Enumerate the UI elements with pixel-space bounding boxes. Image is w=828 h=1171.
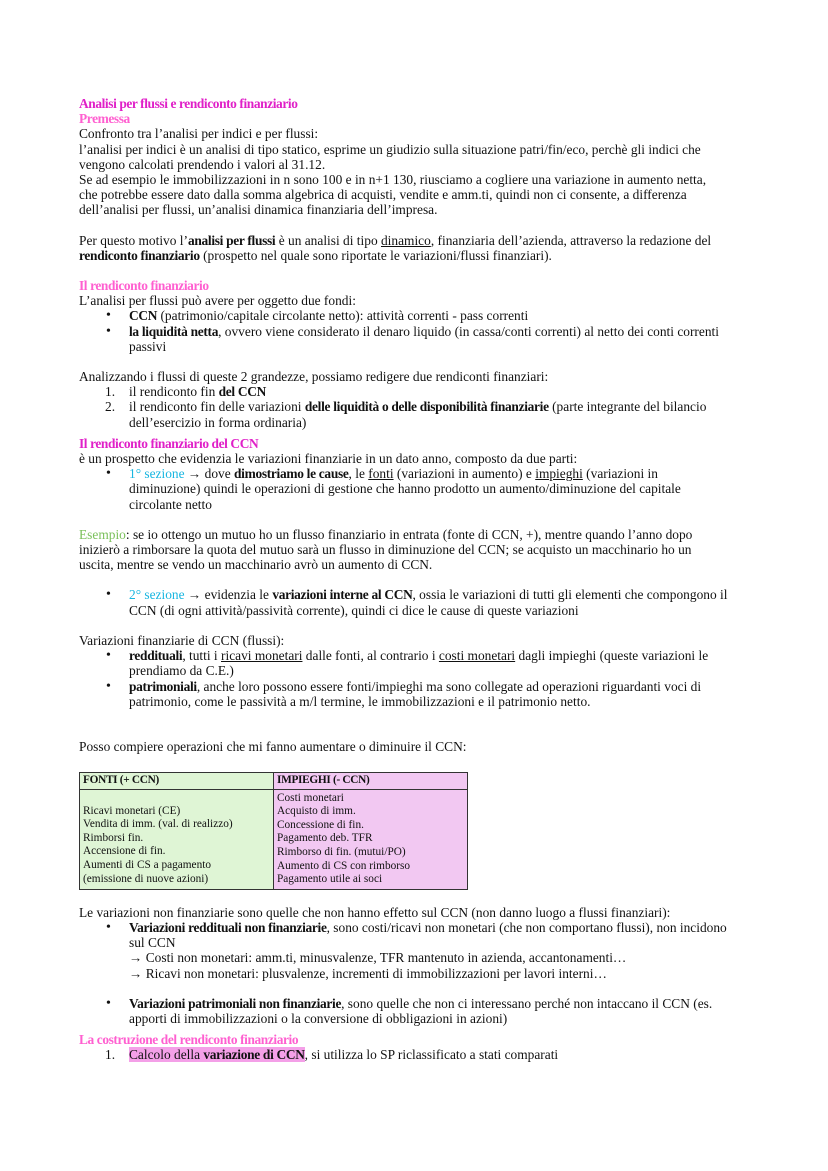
section-heading-premessa: Premessa: [79, 111, 130, 127]
paragraph-line: Le variazioni non finanziarie sono quelle che non hanno effetto sul CCN (non danno luogo a flussi finanziari):: [79, 904, 671, 920]
table-item: Aumenti di CS a pagamento: [83, 859, 212, 872]
section-heading-costruzione: La costruzione del rendiconto finanziario: [79, 1032, 299, 1048]
list-item: • reddituali, tutti i ricavi monetari dalle fonti, al contrario i costi monetari dagli impieghi (queste variazioni le prendiamo da C.E.): [129, 648, 759, 678]
paragraph-motivo: Per questo motivo l’analisi per flussi è un analisi di tipo dinamico, finanziaria dell’azienda, attraverso la redazione del: [79, 232, 712, 248]
bullet-list-non-finanziarie: [79, 920, 759, 981]
section-heading-rendiconto: Il rendiconto finanziario: [79, 278, 209, 294]
list-item: • CCN (patrimonio/capitale circolante netto): attività correnti - pass correnti: [129, 308, 759, 323]
paragraph-line: Posso compiere operazioni che mi fanno aumentare o diminuire il CCN:: [79, 738, 467, 754]
list-item: 1. il rendiconto fin del CCN: [105, 384, 266, 400]
table-item: Vendita di imm. (val. di realizzo): [83, 818, 233, 831]
table-cell-fonti: [80, 789, 274, 889]
table-item: (emissione di nuove azioni): [83, 872, 209, 885]
table-header-fonti: FONTI (+ CCN): [80, 773, 274, 790]
table-item: Acquisto di imm.: [277, 805, 356, 818]
table-cell-impieghi: [274, 789, 468, 889]
document-page: [79, 96, 759, 1063]
table-item: Aumento di CS con rimborso: [277, 859, 411, 872]
table-item: Rimborso di fin. (mutui/PO): [277, 846, 406, 859]
list-item: • la liquidità netta, ovvero viene considerato il denaro liquido (in cassa/conti correnti) al netto dei conti correnti passivi: [129, 324, 759, 354]
table-item: Pagamento deb. TFR: [277, 832, 373, 845]
paragraph-line: Variazioni finanziarie di CCN (flussi):: [79, 632, 285, 648]
paragraph-line: vengono calcolati prendendo i valori al 31.12.: [79, 156, 326, 172]
paragraph-line: L’analisi per flussi può avere per oggetto due fondi:: [79, 293, 356, 309]
paragraph-line: dell’analisi per flussi, un’analisi dinamica finanziaria dell’impresa.: [79, 202, 438, 218]
bullet-list-fondi: [79, 308, 759, 354]
paragraph-esempio: Esempio: se io ottengo un mutuo ho un flusso finanziario in entrata (fonte di CCN, +), mentre quando l’anno dopo: [79, 526, 693, 542]
table-item: Pagamento utile ai soci: [277, 873, 383, 886]
numbered-list-rendiconti: [79, 384, 759, 430]
bullet-list-variazioni: [79, 648, 759, 709]
list-item: 1. Calcolo della variazione di CCN, si utilizza lo SP riclassificato a stati comparati: [105, 1047, 559, 1063]
list-item: 2. il rendiconto fin delle variazioni delle liquidità o delle disponibilità finanziarie (parte integrante del bilancio dell’esercizio in forma ordinaria): [105, 399, 707, 430]
table-item: Accensione di fin.: [83, 845, 166, 858]
paragraph-line: Se ad esempio le immobilizzazioni in n sono 100 e in n+1 130, riusciamo a cogliere una variazione in aumento netta,: [79, 172, 707, 188]
list-item: • 1° sezione → dove dimostriamo le cause, le fonti (variazioni in aumento) e impieghi (variazioni in diminuzione) quindi le operazioni di gestione che hanno prodotto un aumento/diminuzione del capitale circolante netto: [129, 466, 759, 512]
table-item: Costi monetari: [277, 791, 344, 804]
paragraph-line: che potrebbe essere dato dalla somma algebrica di acquisti, vendite e amm.ti, quindi non ci consente, a differenza: [79, 187, 687, 203]
table-item: Concessione di fin.: [277, 818, 364, 831]
paragraph-line: uscita, mentre se vendo un macchinario avrò un aumento di CCN.: [79, 557, 433, 573]
list-item: • Variazioni patrimoniali non finanziarie, sono quelle che non ci interessano perché non intaccano il CCN (es. apporti di immobilizzazioni o la conversione di obbligazioni in azioni): [129, 996, 759, 1026]
table-item: Rimborsi fin.: [83, 831, 144, 844]
list-item: • 2° sezione → evidenzia le variazioni interne al CCN, ossia le variazioni di tutti gli elementi che compongono il CCN (di ogni attività/passività corrente), quindi ci dice le cause di queste variazioni: [129, 587, 759, 617]
numbered-list-costruzione: [79, 1047, 759, 1062]
bullet-list-non-finanziarie-2: [79, 996, 759, 1026]
paragraph-line: è un prospetto che evidenzia le variazioni finanziarie in un dato anno, composto da due parti:: [79, 451, 578, 467]
paragraph-line: Confronto tra l’analisi per indici e per flussi:: [79, 126, 319, 142]
bullet-list-sezione2: [79, 587, 759, 617]
bullet-list-sezione1: [79, 466, 759, 512]
paragraph-motivo-cont: rendiconto finanziario (prospetto nel quale sono riportate le variazioni/flussi finanziari).: [79, 247, 552, 263]
paragraph-line: inizierò a rimborsare la quota del mutuo sarà un flusso in diminuzione del CCN; se acquisto un macchinario ho un: [79, 542, 692, 558]
section-heading-ccn: Il rendiconto finanziario del CCN: [79, 435, 259, 451]
fonti-impieghi-table: [79, 772, 468, 890]
paragraph-line: l’analisi per indici è un analisi di tipo statico, esprime un giudizio sulla situazione patri/fin/eco, perchè gli indici che: [79, 141, 701, 157]
list-item: • Variazioni reddituali non finanziarie, sono costi/ricavi non monetari (che non comportano flussi), non incidono sul CCN → Costi non monetari: amm.ti, minusvalenze, TFR mantenuto in azienda, accantonamenti… → Ricavi non monetari: plusvalenze, incrementi di immobilizzazioni per lavori interni…: [129, 920, 759, 981]
paragraph-line: Analizzando i flussi di queste 2 grandezze, possiamo redigere due rendiconti finanziari:: [79, 369, 549, 385]
table-header-impieghi: IMPIEGHI (- CCN): [274, 773, 468, 790]
list-item: • patrimoniali, anche loro possono essere fonti/impieghi ma sono collegate ad operazioni riguardanti voci di patrimonio, come le passività a m/l termine, le immobilizzazioni e il patrimonio netto.: [129, 679, 759, 709]
table-item: Ricavi monetari (CE): [83, 804, 181, 817]
document-title: Analisi per flussi e rendiconto finanziario: [79, 96, 298, 111]
